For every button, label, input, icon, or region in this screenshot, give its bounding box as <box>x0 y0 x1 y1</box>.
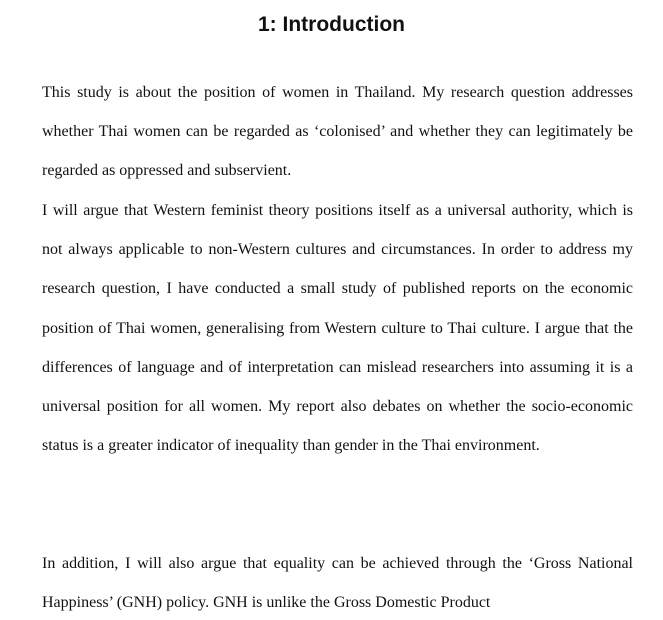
paragraph-3: In addition, I will also argue that equality can be achieved through the ‘Gross National Happiness’ (GNH) policy. GNH is unlike the Gross Domestic Product <box>42 555 633 612</box>
paragraph-1: This study is about the position of women in Thailand. My research question addresses whether Thai women can be regarded as ‘colonised’ and whether they can legitimately be regarded as oppressed and subservient. <box>42 84 633 180</box>
paragraph-2: I will argue that Western feminist theory positions itself as a universal authority, which is not always applicable to non-Western cultures and circumstances. In order to address my research question, I have conducted a small study of published reports on the economic position of Thai women, generalising from Western culture to Thai culture. I argue that the differences of language and of interpretation can mislead researchers into assuming it is a universal position for all women. My report also debates on whether the socio-economic status is a greater indicator of inequality than gender in the Thai environment. <box>42 202 633 455</box>
section-heading: 1: Introduction <box>258 13 405 36</box>
